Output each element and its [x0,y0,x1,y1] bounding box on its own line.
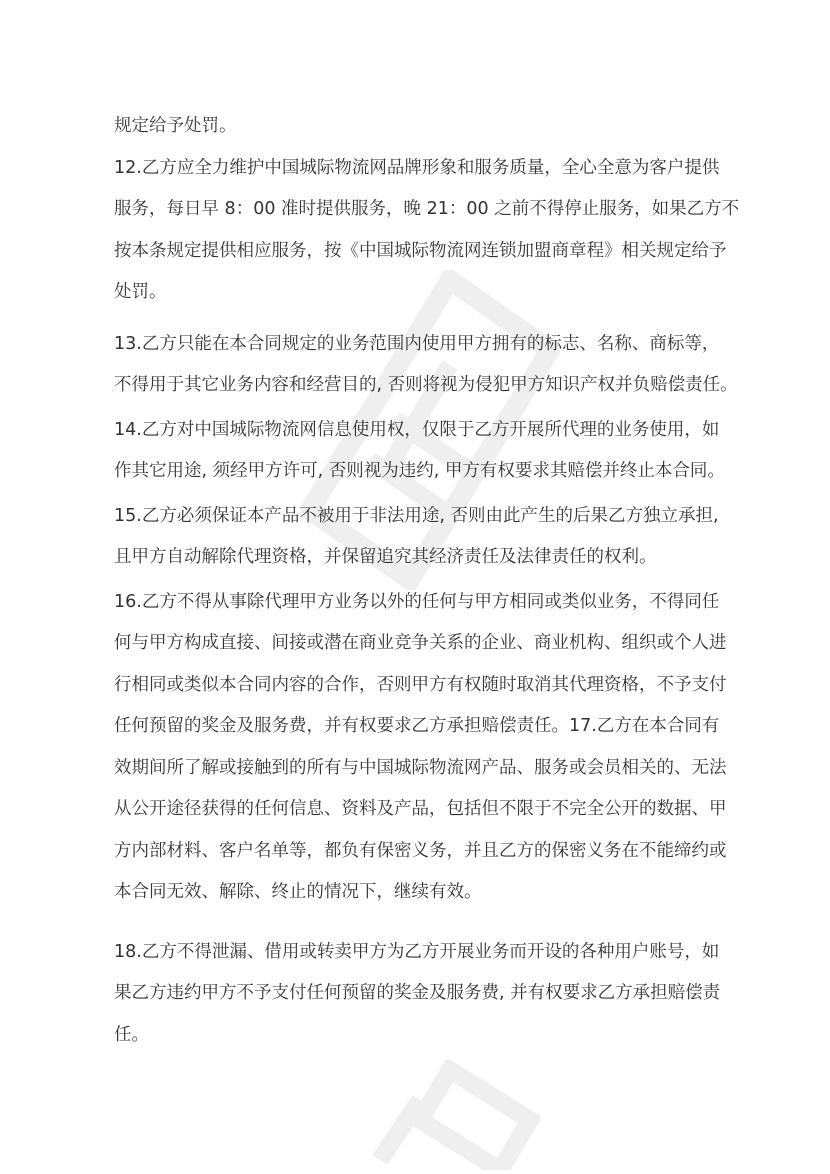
text-line: 规定给予处罚。 [114,116,237,136]
text-line: 14.乙方对中国城际物流网信息使用权，仅限于乙方开展所代理的业务使用，如 [114,419,720,440]
paragraph-16-17 [114,582,727,914]
paragraph-11-tail [114,106,715,148]
text-line: 16.乙方不得从事除代理甲方业务以外的任何与甲方相同或类似业务，不得同任 [114,591,720,612]
text-line: 本合同无效、解除、终止的情况下，继续有效。 [114,882,482,902]
text-line: 服务，每日早 8：00 准时提供服务，晚 21：00 之前不得停止服务，如果乙方不 [114,199,740,219]
paragraph-12 [114,148,740,314]
paragraph-14 [114,410,725,493]
text-line: 13.乙方只能在本合同规定的业务范围内使用甲方拥有的标志、名称、商标等， [114,333,720,354]
text-line: 何与甲方构成直接、间接或潜在商业竞争关系的企业、商业机构、组织或个人进 [114,633,727,653]
text-line: 18.乙方不得泄漏、借用或转卖甲方为乙方开展业务而开设的各种用户账号，如 [114,941,720,962]
text-line: 从公开途径获得的任何信息、资料及产品，包括但不限于不完全公开的数据、甲 [114,799,727,819]
text-line: 行相同或类似本合同内容的合作，否则甲方有权随时取消其代理资格，不予支付 [114,674,727,695]
paragraph-15 [114,496,719,579]
text-line: 任。 [114,1024,149,1045]
text-line: 任何预留的奖金及服务费，并有权要求乙方承担赔偿责任。17.乙方在本合同有 [114,716,720,736]
paragraph-13 [114,324,738,407]
text-line: 方内部材料、客户名单等，都负有保密义务，并且乙方的保密义务在不能缔约或 [114,840,727,861]
text-line: 处罚。 [114,282,167,302]
text-line: 12.乙方应全力维护中国城际物流网品牌形象和服务质量，全心全意为客户提供 [114,157,720,178]
text-line: 果乙方违约甲方不予支付任何预留的奖金及服务费, 并有权要求乙方承担赔偿责 [114,983,721,1003]
text-line: 且甲方自动解除代理资格，并保留追究其经济责任及法律责任的权利。 [114,547,657,567]
text-line: 15.乙方必须保证本产品不被用于非法用途, 否则由此产生的后果乙方独立承担, [114,505,719,526]
paragraph-18 [114,932,721,1057]
text-line: 效期间所了解或接触到的所有与中国城际物流网产品、服务或会员相关的、无法 [114,757,727,778]
text-line: 作其它用途, 须经甲方许可, 否则视为违约, 甲方有权要求其赔偿并终止本合同。 [114,461,725,481]
document-page [114,106,740,1056]
text-line: 按本条规定提供相应服务，按《中国城际物流网连锁加盟商章程》相关规定给予 [114,240,727,261]
text-line: 不得用于其它业务内容和经营目的, 否则将视为侵犯甲方知识产权并负赔偿责任。 [114,375,738,395]
watermark-logo [320,1060,540,1170]
